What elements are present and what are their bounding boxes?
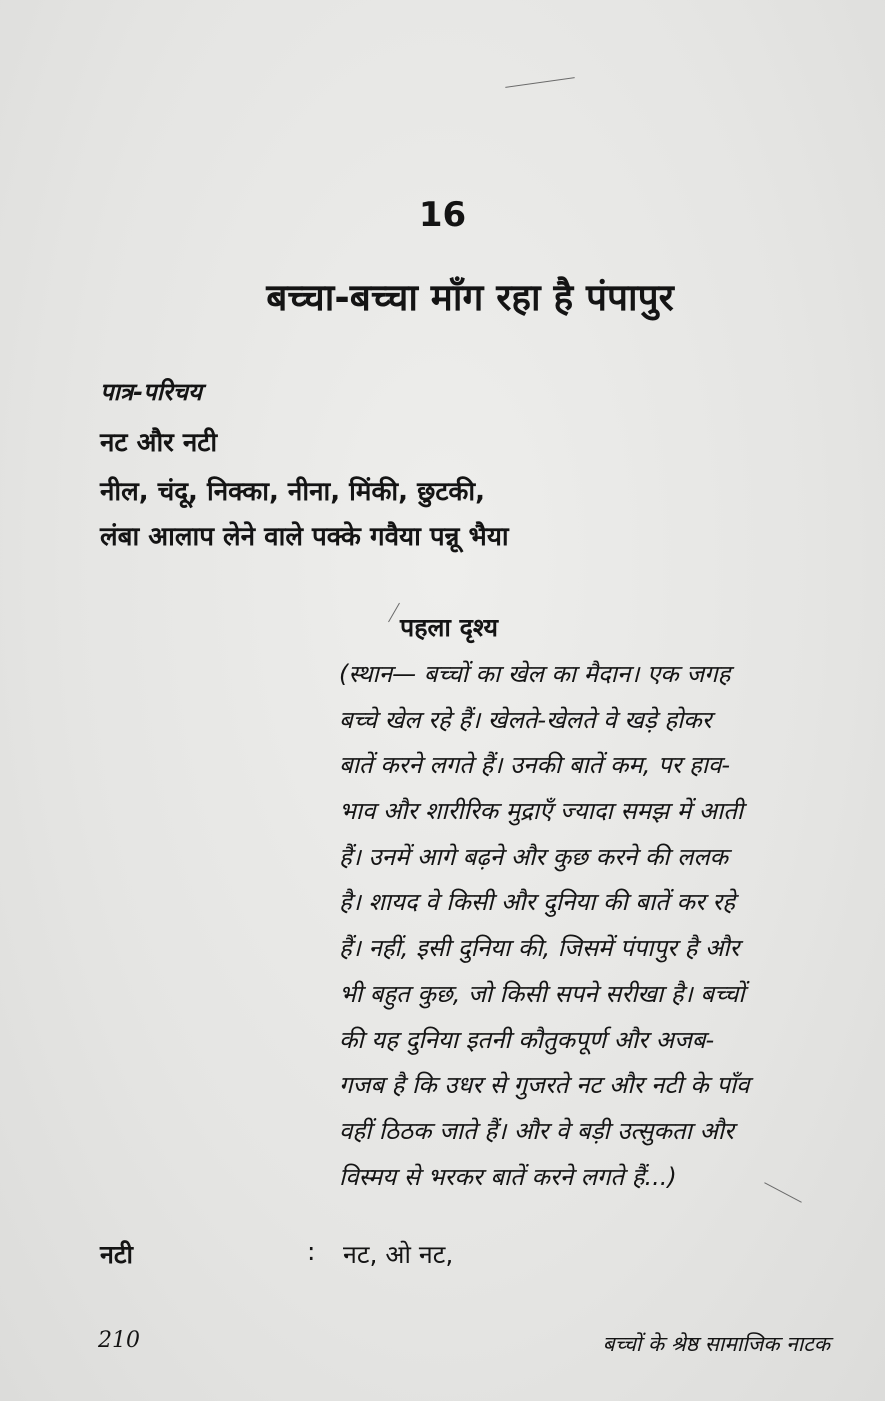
stage-direction-line: गजब है कि उधर से गुजरते नट और नटी के पाँव xyxy=(339,1071,750,1100)
pencil-mark xyxy=(505,77,574,88)
cast-line: लंबा आलाप लेने वाले पक्के गवैया पन्नू भैया xyxy=(100,522,509,552)
stage-direction-line: भी बहुत कुछ, जो किसी सपने सरीखा है। बच्चों xyxy=(339,979,745,1008)
stage-direction-line: हैं। नहीं, इसी दुनिया की, जिसमें पंपापुर है और xyxy=(339,934,740,963)
stage-direction-line: बातें करने लगते हैं। उनकी बातें कम, पर हाव- xyxy=(339,751,731,780)
cast-line: नील, चंदू, निक्का, नीना, मिंकी, छुटकी, xyxy=(100,477,486,507)
page-number: 210 xyxy=(98,1328,140,1353)
pencil-mark xyxy=(388,603,400,623)
speaker-name: नटी xyxy=(100,1240,133,1269)
chapter-title: बच्चा-बच्चा माँग रहा है पंपापुर xyxy=(266,276,674,319)
scene-heading: पहला दृश्य xyxy=(400,613,499,642)
speaker-separator: : xyxy=(307,1237,316,1266)
stage-direction-line: वहीं ठिठक जाते हैं। और वे बड़ी उत्सुकता और xyxy=(339,1116,734,1145)
stage-direction-line: की यह दुनिया इतनी कौतुकपूर्ण और अजब- xyxy=(339,1025,715,1054)
chapter-number: 16 xyxy=(418,195,467,235)
stage-directions xyxy=(339,652,844,1200)
cast-line: नट और नटी xyxy=(100,428,218,458)
stage-direction-line: भाव और शारीरिक मुद्राएँ ज्यादा समझ में आती xyxy=(339,797,744,826)
stage-direction-line: (स्थान— बच्चों का खेल का मैदान। एक जगह xyxy=(339,660,731,688)
stage-direction-line: बच्चे खेल रहे हैं। खेलते-खेलते वे खड़े होकर xyxy=(339,705,712,734)
stage-direction-line: विस्मय से भरकर बातें करने लगते हैं...) xyxy=(339,1162,677,1191)
cast-heading: पात्र-परिचय xyxy=(100,378,202,406)
dialogue-text: नट, ओ नट, xyxy=(343,1240,454,1269)
stage-direction-line: हैं। उनमें आगे बढ़ने और कुछ करने की ललक xyxy=(339,842,729,871)
stage-direction-line: है। शायद वे किसी और दुनिया की बातें कर रहे xyxy=(339,888,735,917)
running-footer-title: बच्चों के श्रेष्ठ सामाजिक नाटक xyxy=(602,1332,830,1356)
